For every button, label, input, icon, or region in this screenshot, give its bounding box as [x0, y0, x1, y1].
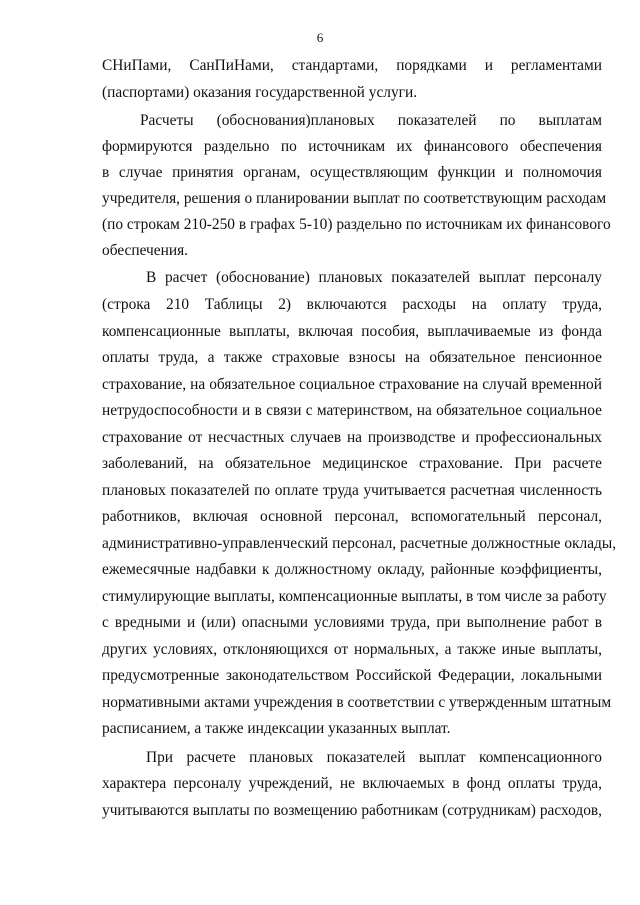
paragraph-2-line-2: формируются раздельно по источникам их финансового обеспечения — [102, 138, 602, 155]
paragraph-3-line-8: заболеваний, на обязательное медицинское страхование. При расчете — [102, 455, 602, 472]
paragraph-2-line-5: (по строкам 210-250 в графах 5-10) раздельно по источникам их финансового — [102, 216, 611, 233]
paragraph-3-line-11: административно-управленческий персонал, расчетные должностные оклады, — [102, 535, 617, 552]
paragraph-3-line-17: нормативными актами учреждения в соответствии с утвержденным штатным — [102, 694, 612, 711]
page-number: 6 — [316, 30, 324, 45]
paragraph-3-line-10: работников, включая основной персонал, вспомогательный персонал, — [102, 508, 602, 525]
paragraph-2-line-3: в случае принятия органам, осуществляющим функции и полномочия — [102, 164, 602, 181]
paragraph-3-line-15: других условиях, отклоняющихся от нормальных, а также иные выплаты, — [102, 641, 602, 658]
paragraph-4-line-3: учитываются выплаты по возмещению работникам (сотрудникам) расходов, — [102, 802, 602, 819]
paragraph-3-line-9: плановых показателей по оплате труда учитывается расчетная численность — [102, 482, 602, 499]
paragraph-3-line-4: оплаты труда, а также страховые взносы на обязательное пенсионное — [102, 349, 602, 366]
paragraph-3-line-7: страхование от несчастных случаев на производстве и профессиональных — [102, 429, 602, 446]
paragraph-3-line-6: нетрудоспособности и в связи с материнством, на обязательное социальное — [102, 402, 602, 419]
paragraph-3-line-3: компенсационные выплаты, включая пособия, выплачиваемые из фонда — [102, 323, 602, 340]
paragraph-1-line-2: (паспортами) оказания государственной услуги. — [102, 84, 418, 101]
paragraph-3-line-16: предусмотренные законодательством Российской Федерации, локальными — [102, 667, 602, 684]
paragraph-3-line-2: (строка 210 Таблицы 2) включаются расходы на оплату труда, — [102, 296, 602, 313]
paragraph-3-line-5: страхование, на обязательное социальное страхование на случай временной — [102, 376, 602, 393]
paragraph-3-line-1: В расчет (обоснование) плановых показателей выплат персоналу — [146, 269, 602, 286]
paragraph-2-line-6: обеспечения. — [102, 242, 189, 259]
paragraph-4-line-2: характера персоналу учреждений, не включаемых в фонд оплаты труда, — [102, 775, 602, 792]
paragraph-1-line-1: СНиПами, СанПиНами, стандартами, порядками и регламентами — [102, 57, 602, 74]
paragraph-3-line-14: с вредными и (или) опасными условиями труда, при выполнение работ в — [102, 614, 602, 631]
paragraph-3-line-13: стимулирующие выплаты, компенсационные выплаты, в том числе за работу — [102, 588, 607, 605]
paragraph-4-line-1: При расчете плановых показателей выплат компенсационного — [146, 749, 602, 766]
paragraph-3-line-18: расписанием, а также индексации указанных выплат. — [102, 720, 451, 737]
paragraph-2-line-1: Расчеты (обоснования)плановых показателей по выплатам — [140, 112, 602, 129]
paragraph-3-line-12: ежемесячные надбавки к должностному окладу, районные коэффициенты, — [102, 561, 602, 578]
paragraph-2-line-4: учредителя, решения о планировании выплат по соответствующим расходам — [102, 190, 607, 207]
